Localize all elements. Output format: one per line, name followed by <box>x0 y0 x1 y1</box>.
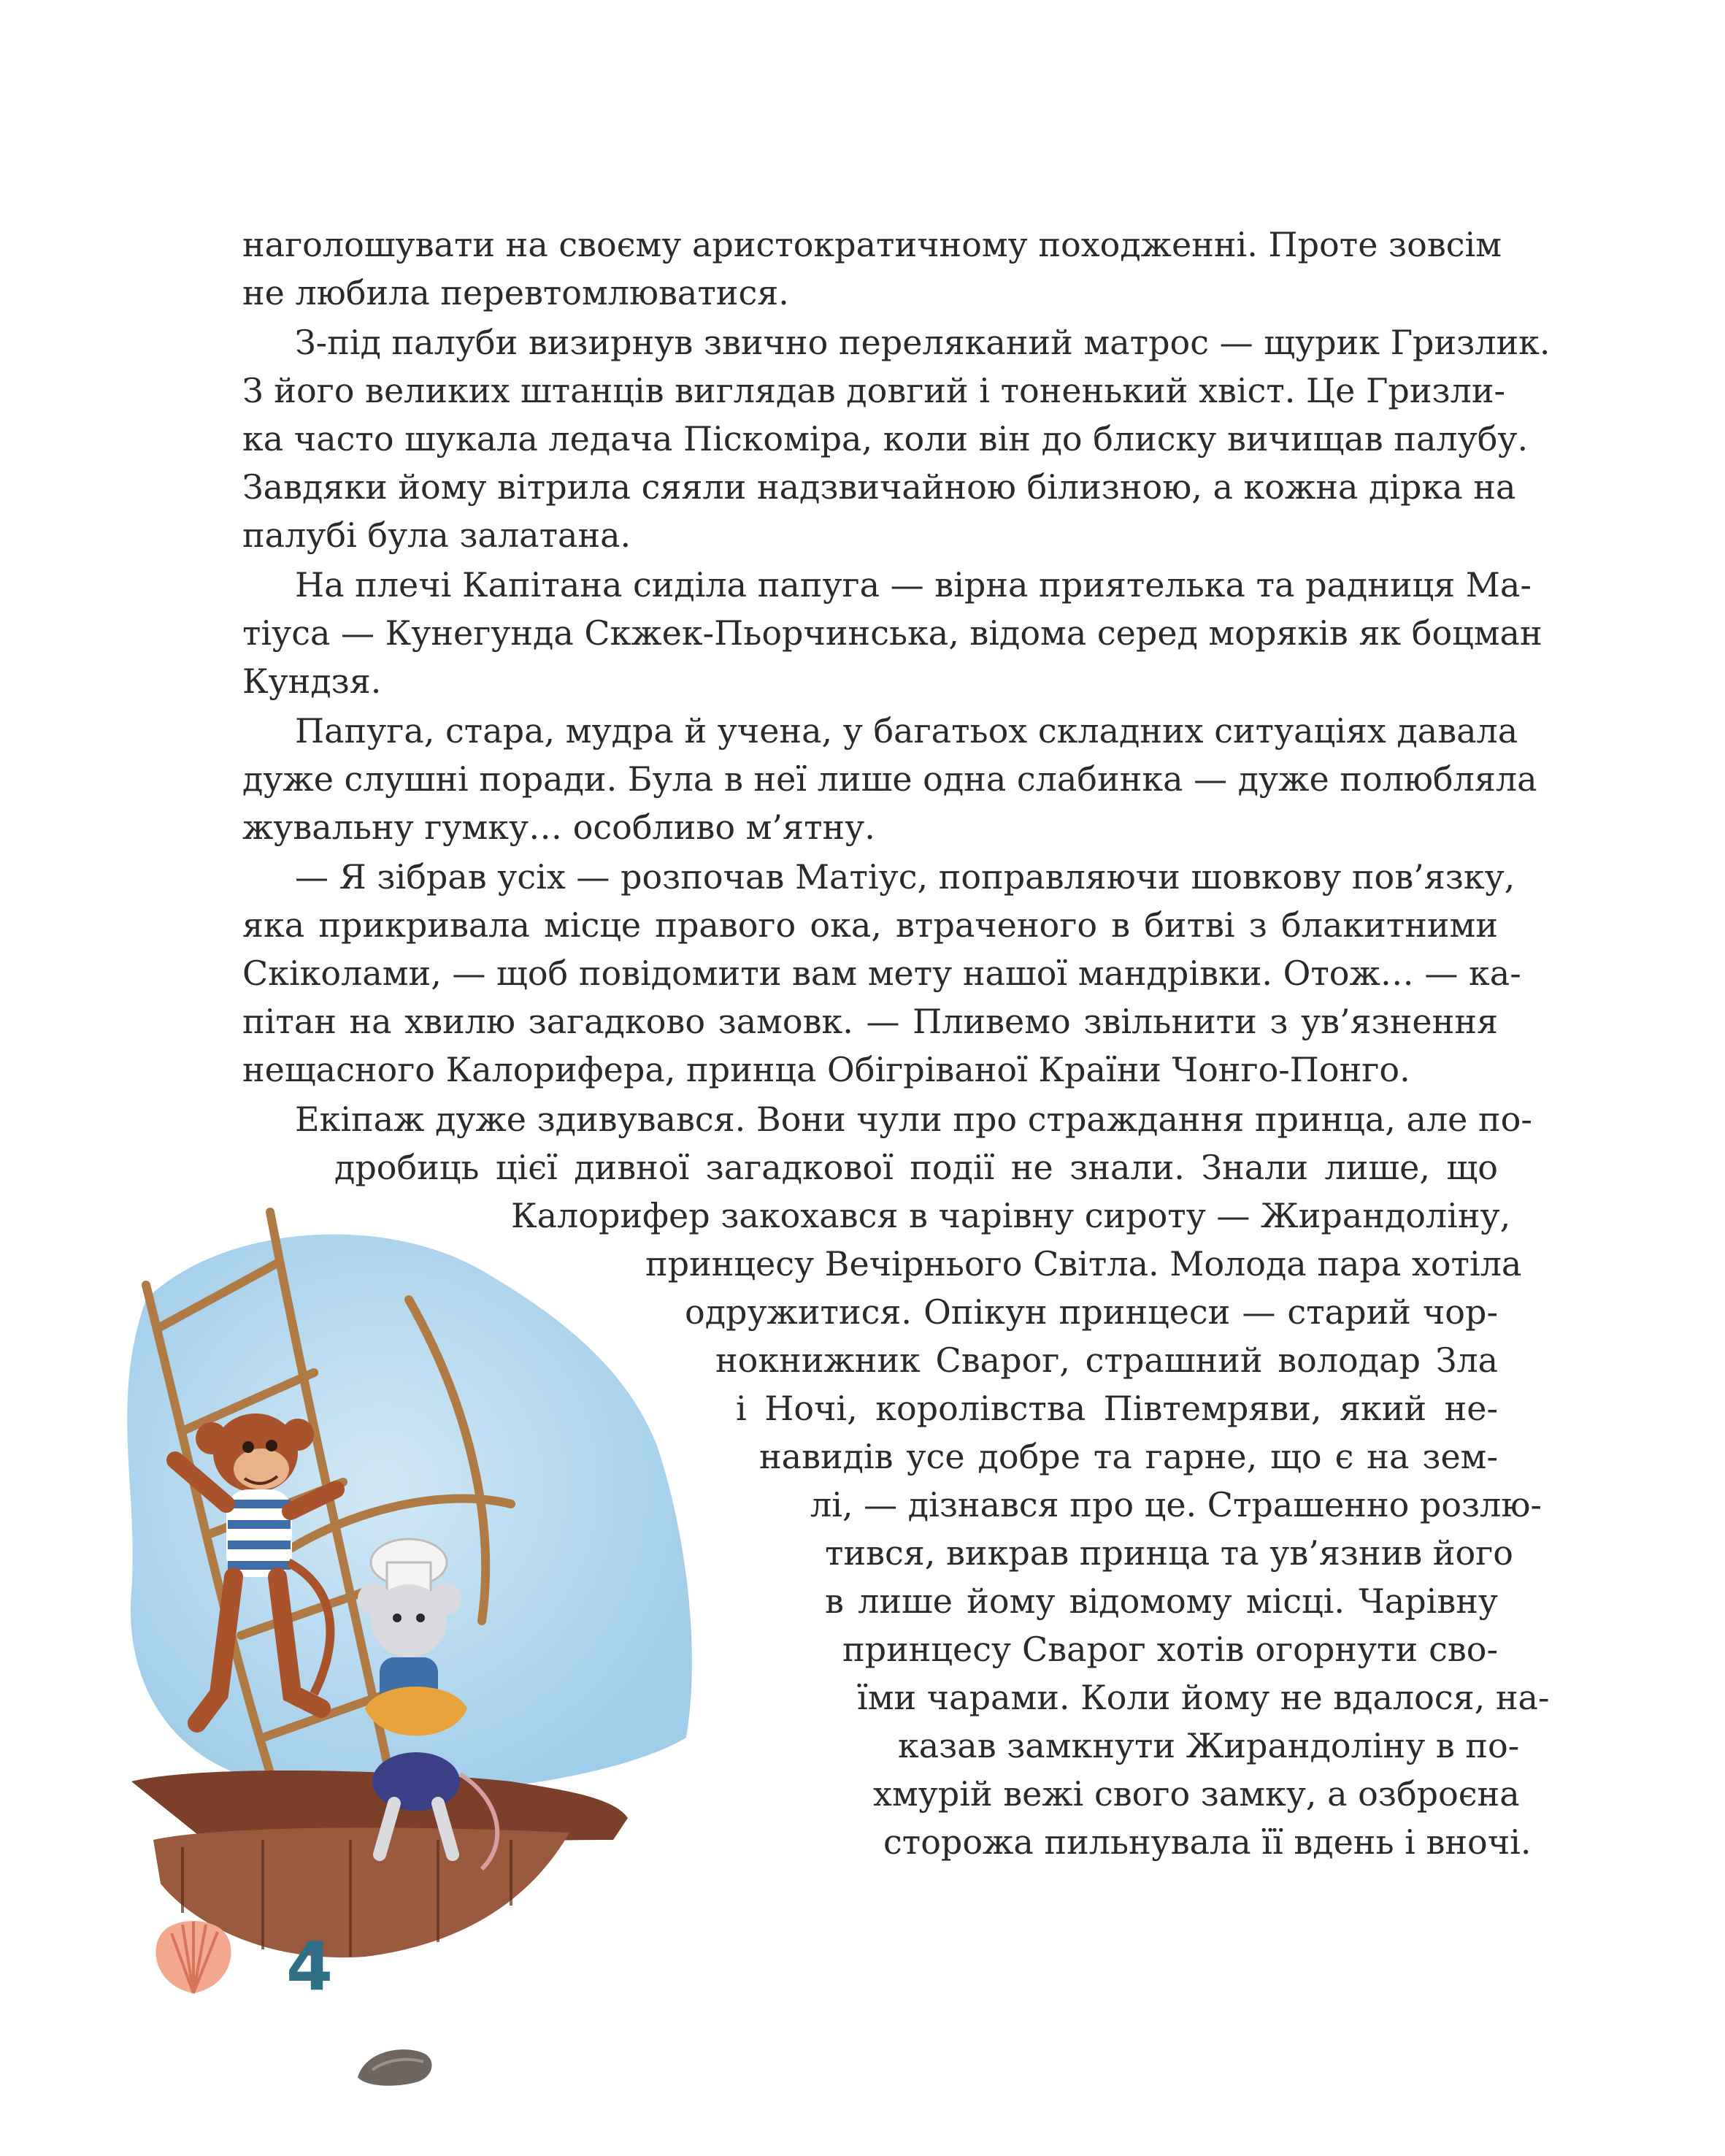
text-line: Скіколами, — щоб повідомити вам мету нашої мандрівки. Отож… — ка- <box>242 954 1521 993</box>
text-line: і Ночі, королівства Півтемряви, який не- <box>736 1389 1498 1428</box>
text-line: пітан на хвилю загадково замовк. — Пливемо звільнити з ув’язнення <box>242 1002 1498 1041</box>
pebble-icon <box>350 2037 438 2088</box>
text-line: принцесу Сварог хотів огорнути сво- <box>842 1630 1498 1669</box>
text-line: одружитися. Опікун принцеси — старий чор- <box>685 1292 1498 1332</box>
text-line: дробиць цієї дивної загадкової події не знали. Знали лише, що <box>334 1148 1498 1187</box>
text-line: казав замкнути Жирандоліну в по- <box>898 1726 1520 1765</box>
text-line: сторожа пильнувала її вдень і вночі. <box>883 1822 1532 1862</box>
text-line: Кундзя. <box>242 661 382 701</box>
page-number: 4 <box>286 1927 334 2006</box>
text-line: нокнижник Сварог, страшний володар Зла <box>715 1340 1498 1380</box>
text-line: — Я зібрав усіх — розпочав Матіус, поправляючи шовкову пов’язку, <box>295 857 1515 897</box>
text-line: З-під палуби визирнув звично переляканий матрос — щурик Гризлик. <box>295 323 1551 362</box>
seashell-icon <box>139 1913 248 2000</box>
text-line: З його великих штанців виглядав довгий і тоненький хвіст. Це Гризли- <box>242 371 1506 410</box>
text-line: ка часто шукала ледача Піскоміра, коли він до блиску вичищав палубу. <box>242 419 1529 459</box>
text-line: наголошувати на своєму аристократичному походженні. Проте зовсім <box>242 225 1502 264</box>
text-line: Завдяки йому вітрила сяяли надзвичайною білизною, а кожна дірка на <box>242 467 1516 507</box>
text-line: тився, викрав принца та ув’язнив його <box>825 1533 1513 1573</box>
text-line: нещасного Калорифера, принца Обігріваної Країни Чонго-Понго. <box>242 1050 1410 1089</box>
text-line: принцесу Вечірнього Світла. Молода пара хотіла <box>645 1244 1522 1284</box>
text-line: Екіпаж дуже здивувався. Вони чули про страждання принца, але по- <box>295 1100 1532 1139</box>
text-line: хмурій вежі свого замку, а озброєна <box>873 1774 1520 1814</box>
text-line: дуже слушні поради. Була в неї лише одна слабинка — дуже полюбляла <box>242 759 1537 799</box>
text-line: яка прикривала місце правого ока, втраченого в битві з блакитними <box>242 905 1498 945</box>
text-line: лі, — дізнався про це. Страшенно розлю- <box>810 1485 1542 1524</box>
text-line: палубі була залатана. <box>242 515 631 555</box>
text-line: тіуса — Кунегунда Скжек-Пьорчинська, відома серед моряків як боцман <box>242 613 1542 653</box>
text-line: в лише йому відомому місці. Чарівну <box>825 1581 1498 1621</box>
text-line: Калорифер закохався в чарівну сироту — Жирандоліну, <box>511 1196 1511 1235</box>
text-line: На плечі Капітана сиділа папуга — вірна приятелька та радниця Ма- <box>295 565 1532 605</box>
text-line: жувальну гумку… особливо м’ятну. <box>242 807 875 847</box>
text-line: не любила перевтомлюватися. <box>242 273 789 312</box>
text-line: їми чарами. Коли йому не вдалося, на- <box>857 1678 1550 1717</box>
text-line: Папуга, стара, мудра й учена, у багатьох складних ситуаціях давала <box>295 711 1518 751</box>
text-line: навидів усе добре та гарне, що є на зем- <box>759 1437 1498 1476</box>
ship-illustration <box>102 1183 861 1971</box>
